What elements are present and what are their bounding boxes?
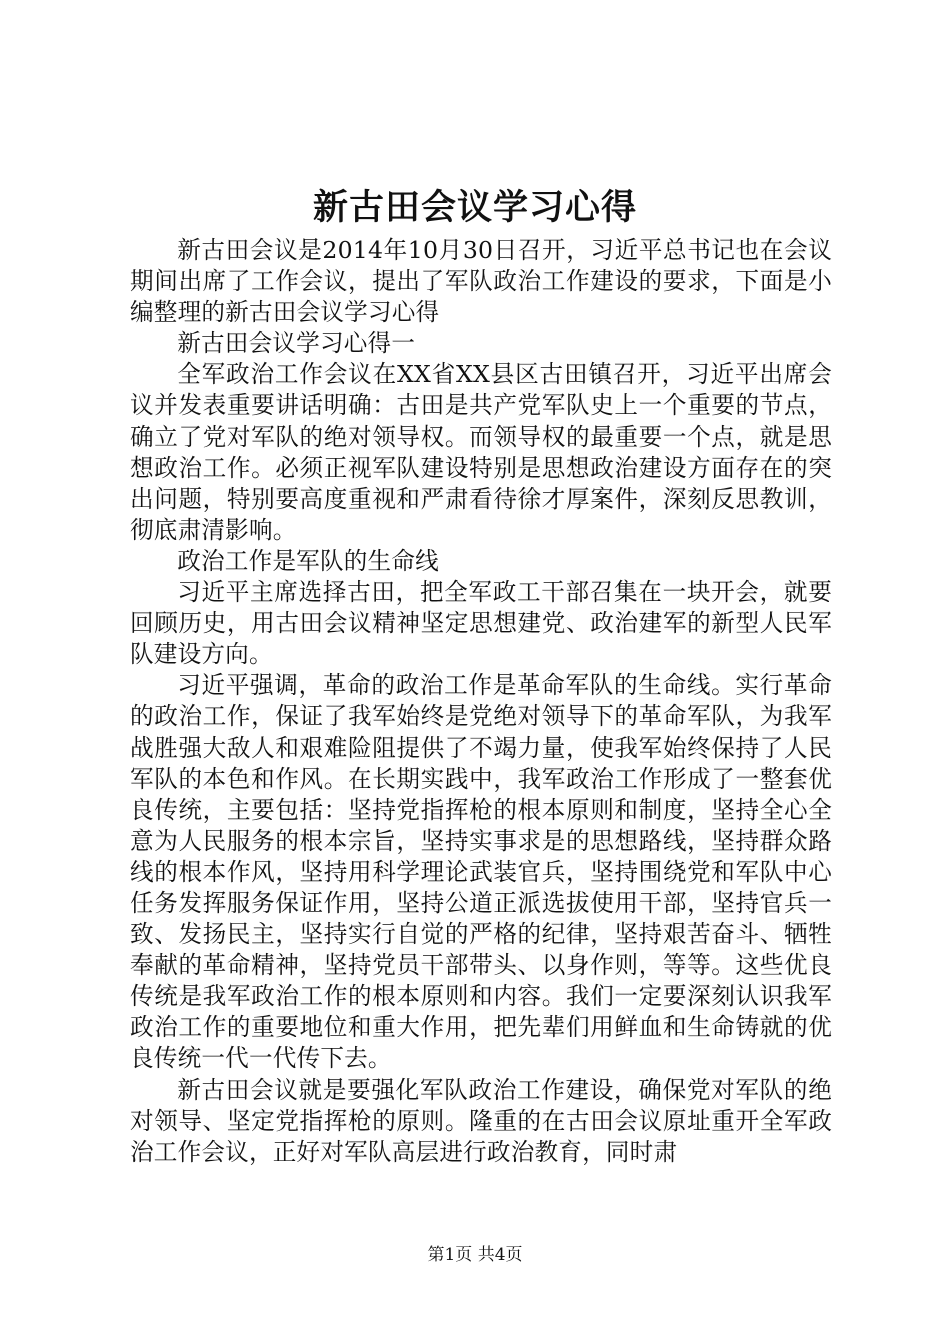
paragraph: 习近平主席选择古田，把全军政工干部召集在一块开会，就要回顾历史，用古田会议精神坚定思想建党、政治建军的新型人民军队建设方向。 <box>130 578 832 669</box>
document-body <box>130 235 832 1168</box>
page-number-footer: 第1页 共4页 <box>427 1245 523 1265</box>
paragraph: 习近平强调，革命的政治工作是革命军队的生命线。实行革命的政治工作，保证了我军始终是党绝对领导下的革命军队，为我军战胜强大敌人和艰难险阻提供了不竭力量，使我军始终保持了人民军队的本色和作风。在长期实践中，我军政治工作形成了一整套优良传统，主要包括：坚持党指挥枪的根本原则和制度，坚持全心全意为人民服务的根本宗旨，坚持实事求是的思想路线，坚持群众路线的根本作风，坚持用科学理论武装官兵，坚持围绕党和军队中心任务发挥服务保证作用，坚持公道正派选拔使用干部，坚持官兵一致、发扬民主，坚持实行自觉的严格的纪律，坚持艰苦奋斗、牺牲奉献的革命精神，坚持党员干部带头、以身作则，等等。这些优良传统是我军政治工作的根本原则和内容。我们一定要深刻认识我军政治工作的重要地位和重大作用，把先辈们用鲜血和生命铸就的优良传统一代一代传下去。 <box>130 671 832 1073</box>
paragraph-intro: 新古田会议是2014年10月30日召开，习近平总书记也在会议期间出席了工作会议，提出了军队政治工作建设的要求，下面是小编整理的新古田会议学习心得 <box>130 236 832 327</box>
section-heading-2: 政治工作是军队的生命线 <box>177 546 439 575</box>
document-title: 新古田会议学习心得 <box>312 187 637 228</box>
paragraph: 新古田会议就是要强化军队政治工作建设，确保党对军队的绝对领导、坚定党指挥枪的原则。隆重的在古田会议原址重开全军政治工作会议，正好对军队高层进行政治教育，同时肃 <box>130 1075 832 1166</box>
paragraph: 全军政治工作会议在XX省XX县区古田镇召开，习近平出席会议并发表重要讲话明确：古田是共产党军队史上一个重要的节点，确立了党对军队的绝对领导权。而领导权的最重要一个点，就是思想政治工作。必须正视军队建设特别是思想政治建设方面存在的突出问题，特别要高度重视和严肃看待徐才厚案件，深刻反思教训，彻底肃清影响。 <box>130 360 832 544</box>
section-heading-1: 新古田会议学习心得一 <box>177 329 416 358</box>
